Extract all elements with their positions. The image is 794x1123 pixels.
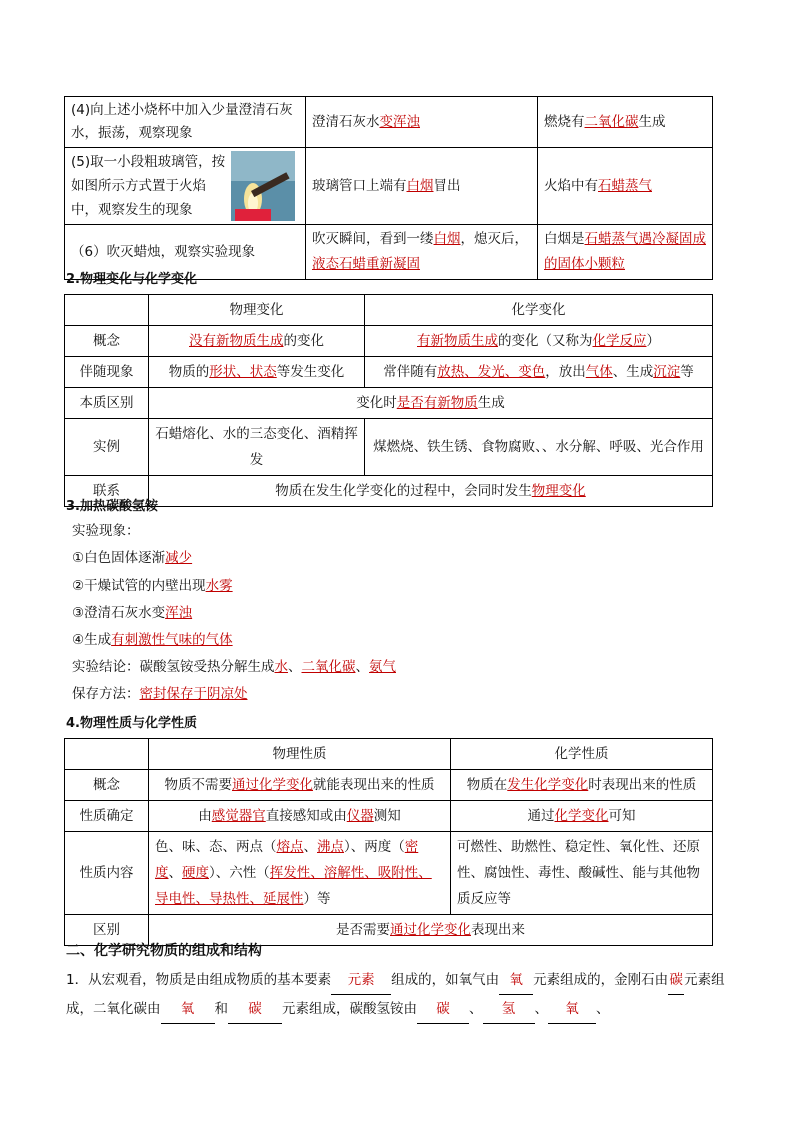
table-row: 伴随现象 物质的形状、状态等发生变化 常伴随有放热、发光、变色，放出气体、生成沉淀等 [65,357,713,388]
table-row [65,739,713,770]
property-comparison-table [64,738,713,946]
experiment-table [64,96,713,280]
conclusion-cell: 燃烧有二氧化碳生成 [538,97,713,148]
row-label: 概念 [65,770,149,801]
phenomenon-cell: 玻璃管口上端有白烟冒出 [306,148,538,225]
row-label: 实例 [65,419,149,476]
table-row: 性质确定 由感觉器官直接感知或由仪器测知 通过化学变化可知 [65,801,713,832]
table-row [65,295,713,326]
table-row: 区别 是否需要通过化学变化表现出来 [65,915,713,946]
conclusion-cell: 白烟是石蜡蒸气遇冷凝固成的固体小颗粒 [538,225,713,280]
row-label: 概念 [65,326,149,357]
section-heading: 2.物理变化与化学变化 [66,272,197,287]
phenomenon-cell: 澄清石灰水变浑浊 [306,97,538,148]
storage-line: 保存方法：密封保存于阴凉处 [72,686,248,702]
list-item: ④生成有刺激性气味的气体 [72,632,233,648]
column-header: 化学变化 [365,295,713,326]
list-item: ①白色固体逐渐减少 [72,550,193,566]
table-row: 概念 物质不需要通过化学变化就能表现出来的性质 物质在发生化学变化时表现出来的性质 [65,770,713,801]
table-row [65,148,713,225]
table-row: 本质区别 变化时是否有新物质生成 [65,388,713,419]
row-label: 本质区别 [65,388,149,419]
section-heading: 4.物理性质与化学性质 [66,716,197,731]
row-label: 联系 [65,476,149,507]
row-label: 伴随现象 [65,357,149,388]
candle-glass-tube-image [231,151,295,221]
section-heading: 3.加热碳酸氢铵 [66,499,158,514]
list-item: ③澄清石灰水变浑浊 [72,605,193,621]
phenomenon-cell: 吹灭瞬间，看到一缕白烟，熄灭后，液态石蜡重新凝固 [306,225,538,280]
column-header: 物理性质 [149,739,451,770]
list-item: ②干燥试管的内壁出现水雾 [72,578,233,594]
row-label: 区别 [65,915,149,946]
conclusion-cell: 火焰中有石蜡蒸气 [538,148,713,225]
phenomenon-title: 实验现象： [72,523,140,539]
change-comparison-table [64,294,713,507]
part-heading: 二、化学研究物质的组成和结构 [66,943,262,959]
column-header: 化学性质 [451,739,713,770]
paragraph: 1．从宏观看，物质是由组成物质的基本要素 元素 组成的，如氧气由 氧 元素组成的，金刚石由碳元素组成，二氧化碳由 氧 和 碳 元素组成，碳酸氢铵由 碳 、 氢 、 氧 、 [66,966,726,1024]
row-label: 性质确定 [65,801,149,832]
step-cell: (4)向上述小烧杯中加入少量澄清石灰水，振荡，观察现象 [65,97,306,148]
row-label: 性质内容 [65,832,149,915]
conclusion-line: 实验结论：碳酸氢铵受热分解生成水、二氧化碳、氨气 [72,659,396,675]
table-row: 概念 没有新物质生成的变化 有新物质生成的变化（又称为化学反应） [65,326,713,357]
step-cell: (5)取一小段粗玻璃管，按如图所示方式置于火焰中，观察发生的现象 [65,148,306,225]
table-row: 联系 物质在发生化学变化的过程中，会同时发生物理变化 [65,476,713,507]
table-row [65,97,713,148]
step-cell: （6）吹灭蜡烛，观察实验现象 [65,225,306,280]
table-row: 性质内容 色、味、态、两点（熔点、沸点）、两度（密度、硬度）、六性（挥发性、溶解性、吸附性、导电性、导热性、延展性）等 可燃性、助燃性、稳定性、氧化性、还原性、腐蚀性、毒性、酸碱性、能与其他物质反应等 [65,832,713,915]
table-row: 实例 石蜡熔化、水的三态变化、酒精挥发 煤燃烧、铁生锈、食物腐败、、水分解、呼吸、光合作用 [65,419,713,476]
column-header: 物理变化 [149,295,365,326]
